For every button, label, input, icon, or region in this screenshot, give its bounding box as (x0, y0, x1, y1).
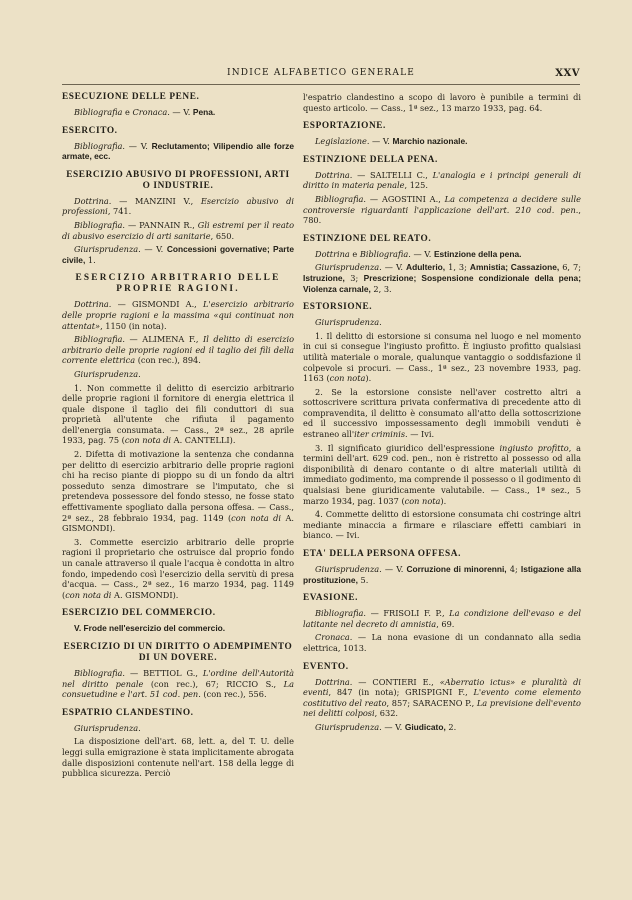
entry-heading: ESERCIZIO DEL COMMERCIO. (62, 608, 216, 619)
case-note: 4. Commette delitto di estorsione consumata chi costringe altri mediante minaccia a firmare e rilasciare effetti cambiari in bianco. — Ivi. (303, 509, 581, 541)
index-entry (62, 170, 294, 266)
index-entry (303, 662, 581, 733)
index-entry (62, 708, 294, 779)
entry-heading: EVENTO. (303, 661, 349, 672)
entry-line: Giurisprudenza. (74, 368, 141, 379)
case-note: 2. Se la estorsione consiste nell'aver costretto altri a sottoscrivere scrittura privata confermativa di precedente atto di compravendita, il delitto è consumato all'atto della sottoscrizione ed il successivo impossessamento degli immobili venduti è estraneo all'iter criminis. — Ivi. (303, 386, 581, 440)
case-note: La disposizione dell'art. 68, lett. a, del T. U. delle leggi sulla emigrazione è stata implicitamente abrogata dalle disposizioni contenute nell'art. 158 della legge di pubblica sicurezza. Perciò (62, 736, 294, 779)
entry-line: Legislazione. — V. Marchio nazionale. (315, 136, 468, 147)
entry-heading: ESPORTAZIONE. (303, 121, 386, 132)
index-entry (62, 273, 294, 600)
index-entry (62, 642, 294, 700)
entry-line: Giurisprudenza. — V. Giudicato, 2. (315, 721, 457, 732)
entry-line: Giurisprudenza. (74, 722, 141, 733)
entry-heading: ESPATRIO CLANDESTINO. (62, 707, 194, 718)
case-note: 3. Commette esercizio arbitrario delle proprie ragioni il proprietario che ostruisce dal proprio fondo un canale attraverso il quale l'acqua è condotta in altro fondo, impedendo così l'esercizio della servitù di presa d'acqua. — Cass., 2ª sez., 16 marzo 1934, pag. 1149 (con nota di A. GISMONDI). (62, 536, 294, 600)
entry-line: Cronaca. — La nona evasione di un condannato alla sedia elettrica, 1013. (303, 632, 581, 653)
index-entry (303, 549, 581, 585)
index-entry (303, 234, 581, 294)
entry-heading: ESERCIZIO DI UN DIRITTO O ADEMPIMENTO DI UN DOVERE. (63, 641, 293, 663)
entry-line: Giurisprudenza. — V. Corruzione di minorenni, 4; Istigazione alla prostituzione, 5. (303, 564, 581, 585)
running-head (62, 68, 580, 82)
case-note: 3. Il significato giuridico dell'espressione ingiusto profitto, a termini dell'art. 629 cod. pen., non è ristretto al possesso od alla disponibilità di denaro contante o di altre materiali utilità di immediato godimento, ma comprende il possesso o il godimento di qualsiasi bene giuridicamente valutabile. — Cass., 1ª sez., 5 marzo 1934, pag. 1037 (con nota). (303, 442, 582, 506)
entry-heading: ESERCIZIO ABUSIVO DI PROFESSIONI, ARTI O INDUSTRIE. (66, 169, 290, 191)
entry-heading: ESTORSIONE. (303, 302, 373, 313)
entry-line: Bibliografia. — V. Reclutamento; Vilipendio alle forze armate, ecc. (62, 140, 294, 162)
entry-line: Dottrina e Bibliografia. — V. Estinzione della pena. (315, 248, 522, 259)
entry-line: Bibliografia. — FRISOLI F. P., La condizione dell'evaso e del latitante nel decreto di amnistia, 69. (303, 608, 581, 629)
entry-heading: EVASIONE. (303, 593, 359, 604)
case-note: 1. Il delitto di estorsione si consuma nel luogo e nel momento in cui si consegue l'ingiusto profitto. È ingiusto profitto qualsiasi utilità materiale o morale, qualunque vantaggio o soddisfazione il colpevole si procuri. — Cass., 1ª sez., 23 novembre 1933, pag. 1163 (con nota). (303, 330, 581, 384)
entry-line: Giurisprudenza. — V. Adulterio, 1, 3; Amnistia; Cassazione, 6, 7; Istruzione, 3; Prescrizione; Sospensione condizionale della pena; Violenza carnale, 2, 3. (303, 262, 581, 294)
entry-heading: ESTINZIONE DEL REATO. (303, 233, 432, 244)
index-entry (62, 608, 294, 634)
entry-line: Dottrina. — SALTELLI C., L'analogia e i principi generali di diritto in materia penale, 125. (303, 169, 581, 191)
index-entry (303, 593, 581, 653)
right-column (303, 92, 581, 741)
entry-heading: ESERCITO. (62, 125, 118, 136)
index-entry (303, 121, 581, 147)
index-entry (62, 126, 294, 162)
header-rule (62, 84, 580, 85)
entry-line: Dottrina. — MANZINI V., Esercizio abusivo di professioni, 741. (62, 195, 294, 217)
entry-line: Dottrina. — CONTIERI E., «Aberratio ictus» e pluralità di eventi, 847 (in nota); GRISPIGNI F., L'evento come elemento costitutivo del reato, 857; SARACENO P., La previsione dell'evento nei delitti colposi, 632. (303, 676, 581, 719)
entry-line: Bibliografia e Cronaca. — V. Pena. (74, 107, 216, 117)
index-entry-continuation (303, 92, 581, 113)
entry-line: Bibliografia. — PANNAIN R., Gli estremi per il reato di abusivo esercizio di arti sanitarie, 650. (62, 219, 295, 241)
index-entry (303, 302, 581, 541)
case-note: l'espatrio clandestino a scopo di lavoro è punibile a termini di questo articolo. — Cass., 1ª sez., 13 marzo 1933, pag. 64. (303, 92, 581, 113)
left-column (62, 92, 294, 787)
page-number: XXV (555, 68, 580, 79)
case-note: 2. Difetta di motivazione la sentenza che condanna per delitto di esercizio arbitrario delle proprie ragioni chi ha reciso piante di pioppo su di un fondo da altri posseduto senza dimostrare se l'imputato, che si pretendeva possessore del fondo stesso, ne fosse stato effettivamente spogliato dalla persona offesa. — Cass., 2ª sez., 28 febbraio 1934, pag. 1149 (con nota di A. GISMONDI). (62, 449, 294, 534)
entry-line: Dottrina. — GISMONDI A., L'esercizio arbitrario delle proprie ragioni e la massima «qui continuat non attentat», 1150 (in nota). (62, 299, 294, 331)
entry-line: Bibliografia. — ALIMENA F., Il delitto di esercizio arbitrario delle proprie ragioni ed il taglio dei fili della corrente elettrica (con rec.), 894. (62, 334, 294, 366)
entry-line: Giurisprudenza. — V. Concessioni governative; Parte civile, 1. (62, 244, 295, 265)
case-note: 1. Non commette il delitto di esercizio arbitrario delle proprie ragioni il fornitore di energia elettrica il quale dispone il taglio dei fili conduttori di sua proprietà all'utente che rifiuta il pagamento dell'energia consumata. — Cass., 2ª sez., 28 aprile 1933, pag. 75 (con nota di A. CANTELLI). (62, 382, 294, 446)
entry-heading: ETA' DELLA PERSONA OFFESA. (303, 549, 462, 559)
entry-line: Bibliografia. — BETTIOL G., L'ordine dell'Autorità nel diritto penale (con rec.), 67; RICCIO S., La consuetudine e l'art. 51 cod. pen. (con rec.), 556. (62, 667, 294, 700)
entry-heading: ESECUZIONE DELLE PENE. (62, 92, 200, 102)
entry-heading: ESTINZIONE DELLA PENA. (303, 154, 438, 165)
entry-line: V. Frode nell'esercizio del commercio. (74, 623, 226, 634)
running-title: INDICE ALFABETICO GENERALE (226, 68, 416, 78)
entry-line: Bibliografia. — AGOSTINI A., La competenza a decidere sulle controversie riguardanti l'applicazione dell'art. 210 cod. pen., 780. (303, 193, 581, 226)
index-entry (303, 155, 581, 226)
entry-heading: ESERCIZIO ARBITRARIO DELLE PROPRIE RAGIONI. (75, 273, 281, 295)
entry-line: Giurisprudenza. (315, 317, 382, 328)
index-entry (62, 92, 294, 118)
